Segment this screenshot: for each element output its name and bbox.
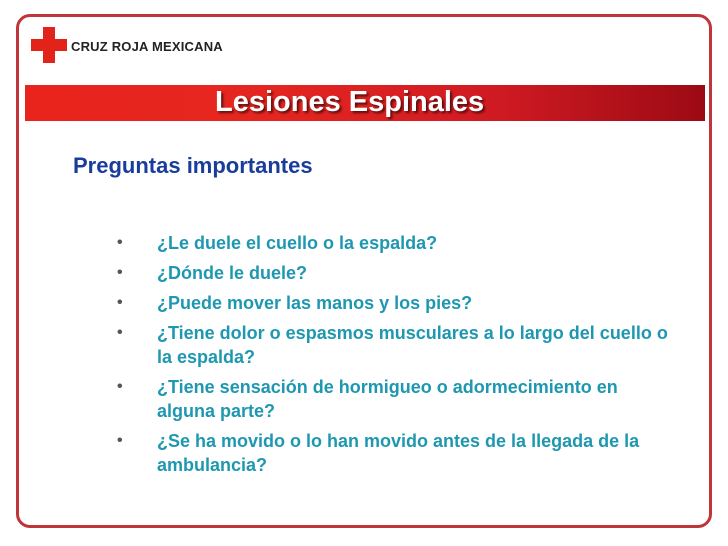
- bullet-icon: •: [117, 234, 123, 251]
- title-bar: [25, 85, 705, 121]
- slide-subtitle: Preguntas importantes: [73, 153, 313, 178]
- red-cross-icon: [31, 27, 67, 63]
- question-text: ¿Le duele el cuello o la espalda?: [157, 233, 438, 253]
- list-item: [111, 375, 671, 423]
- bullet-icon: •: [117, 294, 123, 311]
- bullet-icon: •: [117, 432, 123, 449]
- list-item: [111, 291, 671, 315]
- question-text: ¿Tiene dolor o espasmos musculares a lo largo del cuello o la espalda?: [157, 323, 668, 367]
- slide-frame: [16, 14, 712, 528]
- question-text: ¿Puede mover las manos y los pies?: [157, 293, 473, 313]
- list-item: [111, 261, 671, 285]
- organization-name: CRUZ ROJA MEXICANA: [71, 39, 223, 54]
- bullet-icon: •: [117, 378, 123, 395]
- slide-title: Lesiones Espinales: [215, 86, 485, 118]
- question-text: ¿Se ha movido o lo han movido antes de la llegada de la ambulancia?: [157, 431, 640, 475]
- list-item: [111, 321, 671, 369]
- questions-list: [111, 231, 671, 483]
- question-text: ¿Tiene sensación de hormigueo o adormecimiento en alguna parte?: [157, 377, 618, 421]
- question-text: ¿Dónde le duele?: [157, 263, 308, 283]
- bullet-icon: •: [117, 324, 123, 341]
- bullet-icon: •: [117, 264, 123, 281]
- list-item: [111, 231, 671, 255]
- list-item: [111, 429, 671, 477]
